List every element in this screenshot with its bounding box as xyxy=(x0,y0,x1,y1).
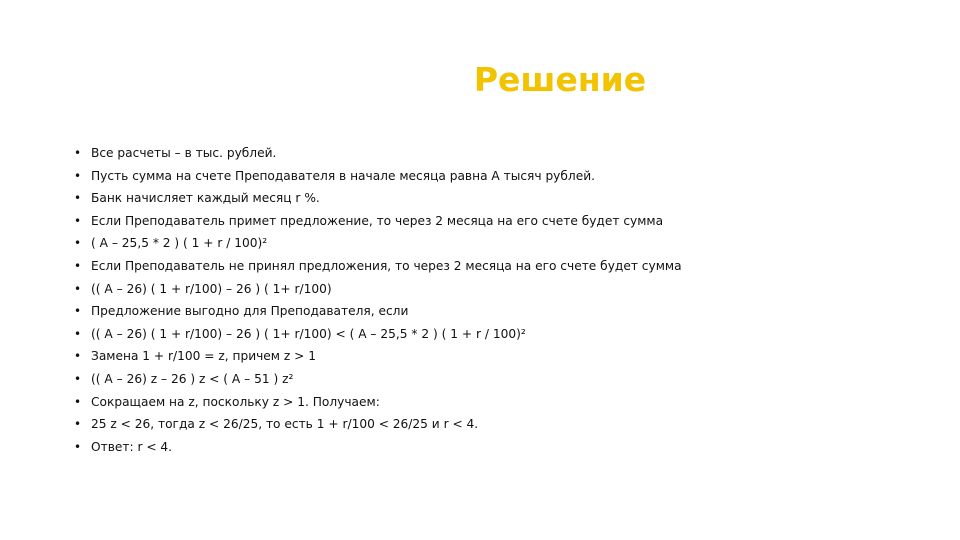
bullet-icon: • xyxy=(74,371,82,386)
list-item xyxy=(74,413,914,436)
bullet-icon: • xyxy=(74,349,82,364)
bullet-icon: • xyxy=(74,304,82,319)
list-item xyxy=(74,436,914,459)
slide-title-text: Решение xyxy=(473,60,647,99)
list-item-text: (( А – 26) z – 26 ) z < ( А – 51 ) z² xyxy=(91,371,294,386)
list-item xyxy=(74,345,914,368)
list-item-text: Если Преподаватель не принял предложения, то через 2 месяца на его счете будет сумма xyxy=(91,258,682,273)
bullet-icon: • xyxy=(74,326,82,341)
list-item xyxy=(74,278,914,301)
list-item-text: ( А – 25,5 * 2 ) ( 1 + r / 100)² xyxy=(91,236,268,251)
list-item-text: Если Преподаватель примет предложение, то через 2 месяца на его счете будет сумма xyxy=(91,213,664,228)
list-item-text: 25 z < 26, тогда z < 26/25, то есть 1 + r/100 < 26/25 и r < 4. xyxy=(91,417,479,432)
slide-title xyxy=(0,58,960,102)
list-item xyxy=(74,142,914,165)
list-item-text: Предложение выгодно для Преподавателя, если xyxy=(91,304,409,319)
bullet-icon: • xyxy=(74,146,82,160)
bullet-icon: • xyxy=(74,213,82,228)
list-item-text: Сокращаем на z, поскольку z > 1. Получаем: xyxy=(91,394,380,409)
list-item xyxy=(74,323,914,346)
list-item xyxy=(74,255,914,278)
list-item-text: Пусть сумма на счете Преподавателя в начале месяца равна А тысяч рублей. xyxy=(91,168,595,183)
list-item xyxy=(74,210,914,233)
bullet-icon: • xyxy=(74,168,82,183)
bullet-icon: • xyxy=(74,258,82,273)
list-item-text: Все расчеты – в тыс. рублей. xyxy=(91,146,277,160)
list-item xyxy=(74,187,914,210)
list-item xyxy=(74,165,914,188)
list-item xyxy=(74,368,914,391)
list-item xyxy=(74,391,914,414)
list-item-text: (( А – 26) ( 1 + r/100) – 26 ) ( 1+ r/100) xyxy=(91,281,332,296)
list-item-text: Замена 1 + r/100 = z, причем z > 1 xyxy=(91,349,316,364)
bullet-icon: • xyxy=(74,417,82,432)
bullet-list xyxy=(74,142,914,458)
list-item xyxy=(74,300,914,323)
bullet-icon: • xyxy=(74,191,82,206)
bullet-icon: • xyxy=(74,281,82,296)
list-item-text: Банк начисляет каждый месяц r %. xyxy=(91,191,320,206)
list-item xyxy=(74,232,914,255)
bullet-icon: • xyxy=(74,439,82,454)
list-item-text: Ответ: r < 4. xyxy=(91,439,173,454)
list-item-text: (( А – 26) ( 1 + r/100) – 26 ) ( 1+ r/100) < ( А – 25,5 * 2 ) ( 1 + r / 100)² xyxy=(91,326,526,341)
bullet-icon: • xyxy=(74,394,82,409)
bullet-icon: • xyxy=(74,236,82,251)
